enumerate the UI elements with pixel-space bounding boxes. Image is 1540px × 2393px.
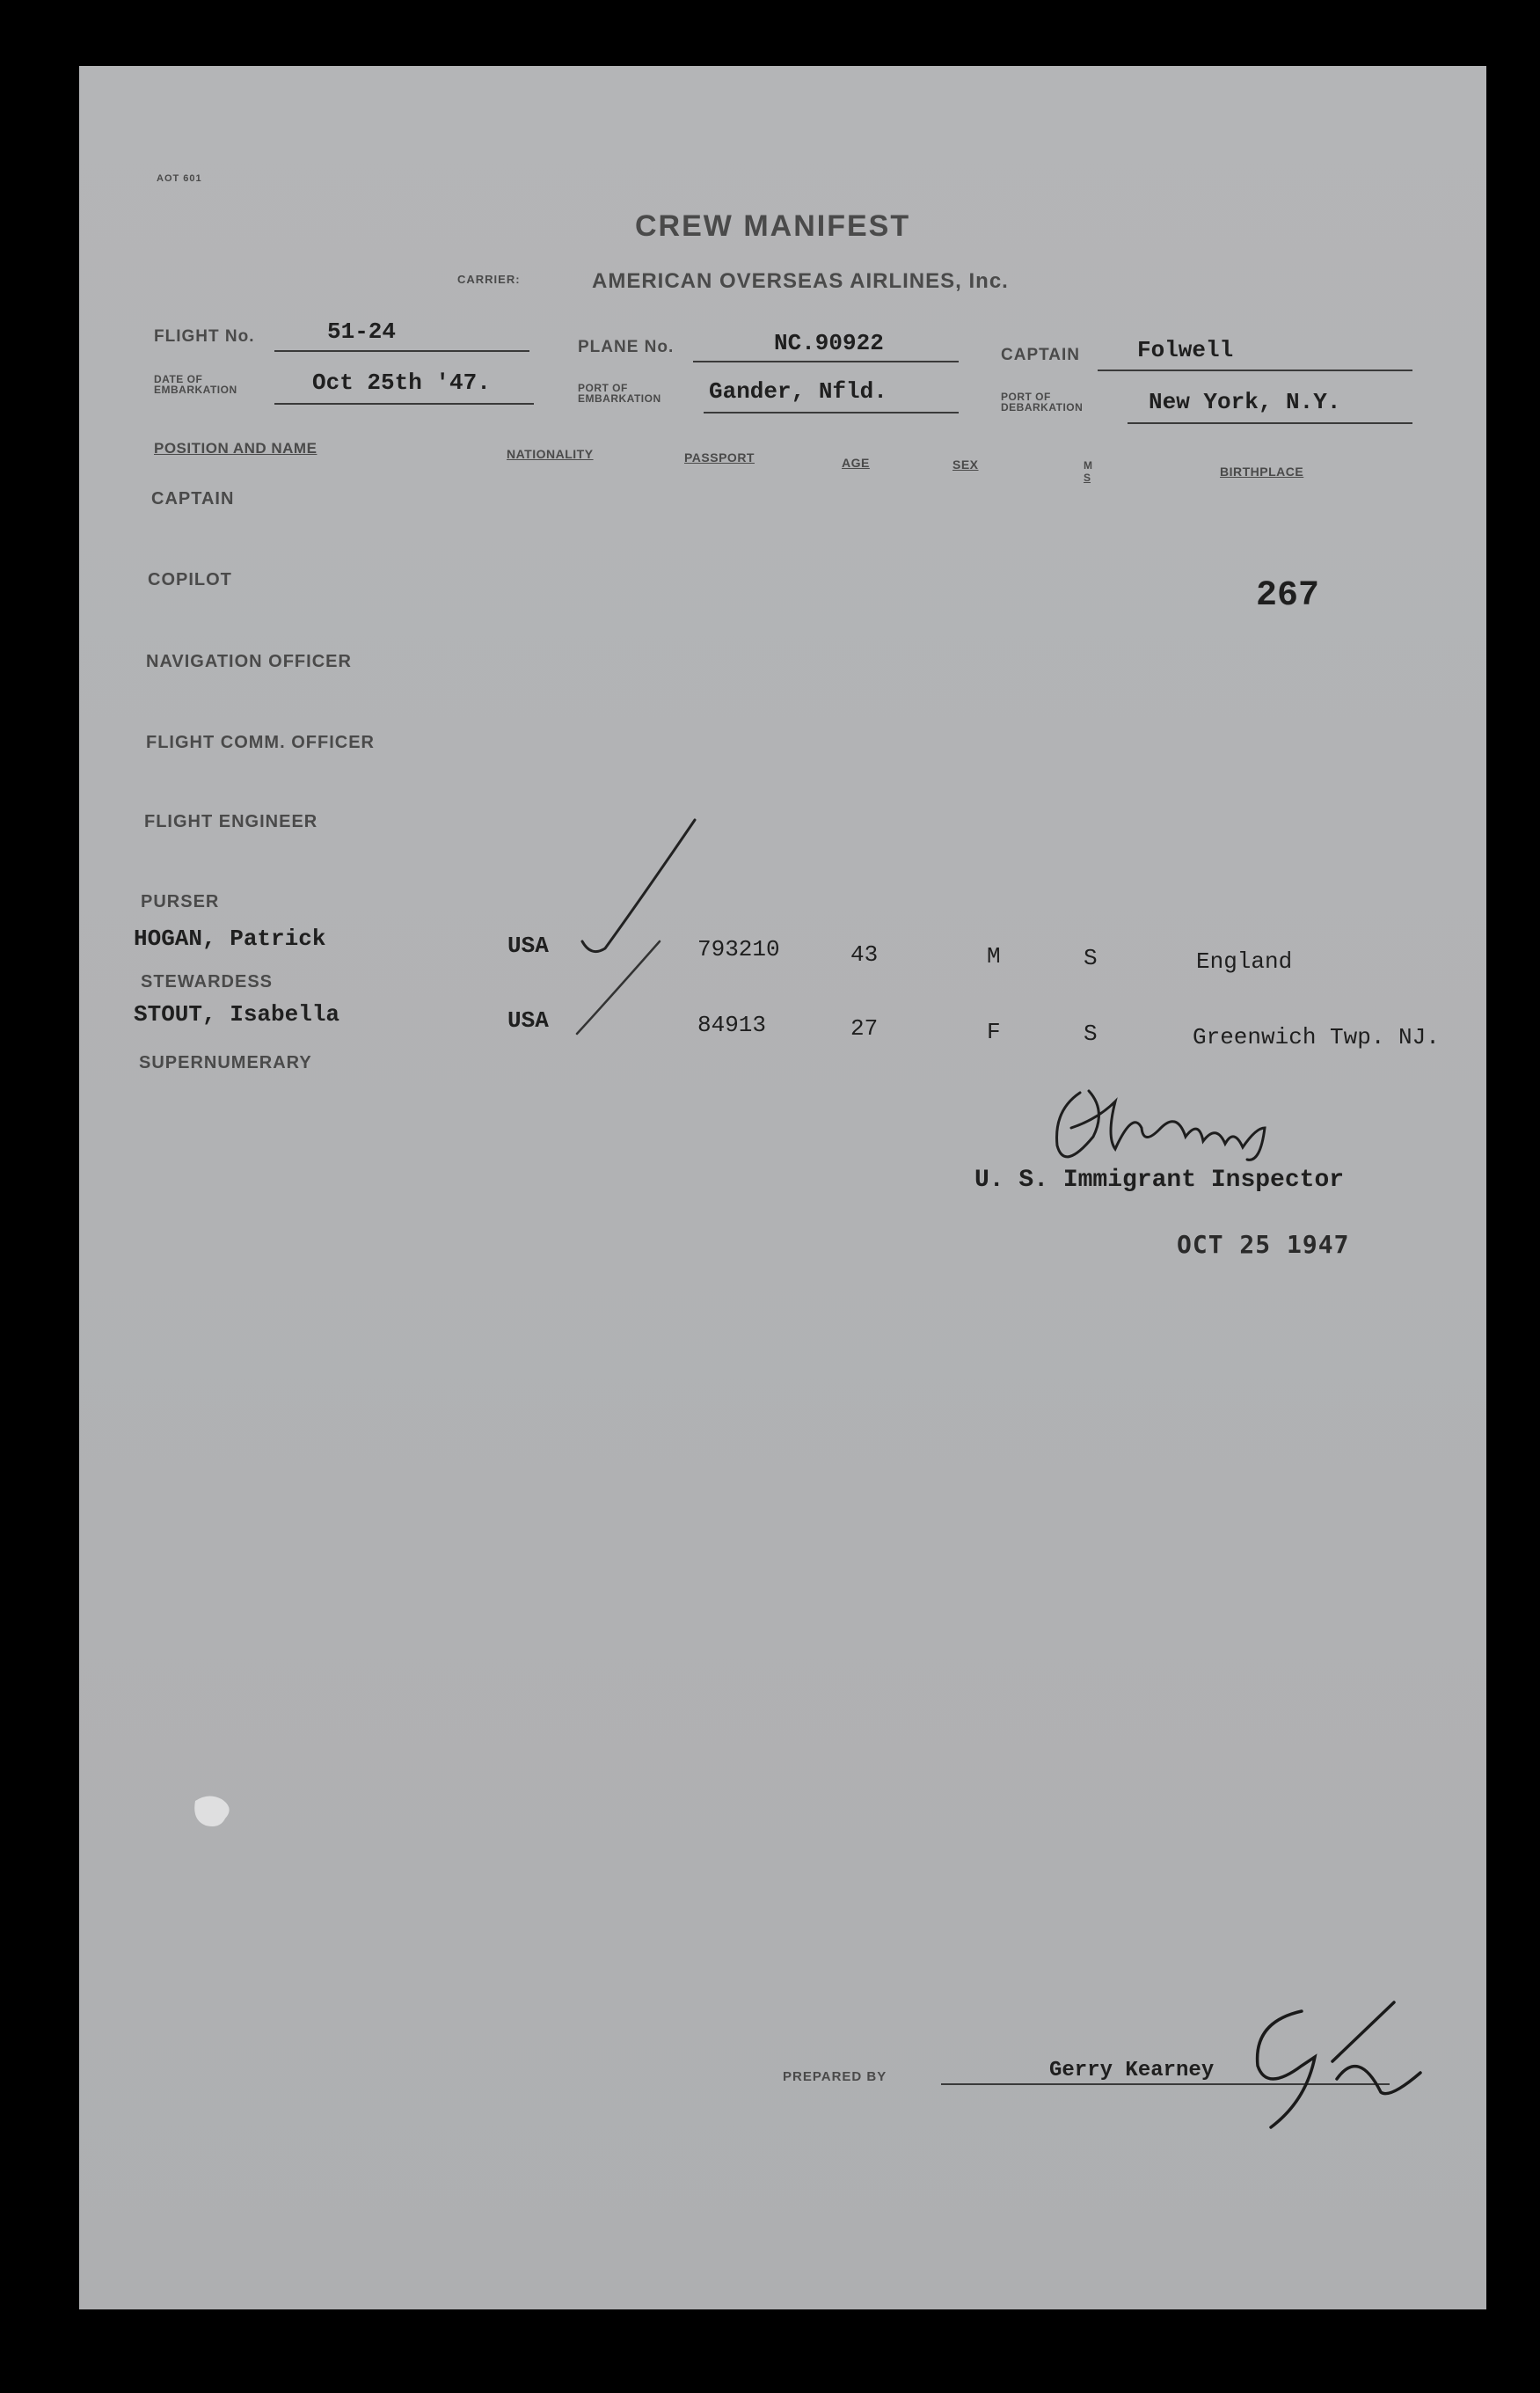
captain-label: CAPTAIN: [1001, 346, 1081, 364]
col-passport: PASSPORT: [684, 450, 755, 465]
crew-row-1-birthplace: England: [1196, 948, 1293, 975]
captain-value: Folwell: [1137, 337, 1234, 363]
position-navigation-officer: NAVIGATION OFFICER: [146, 652, 352, 671]
inspector-date-stamp: OCT 25 1947: [1177, 1230, 1350, 1259]
plane-no-label: PLANE No.: [578, 338, 675, 356]
date-embarkation-value: Oct 25th '47.: [312, 370, 491, 396]
date-label-line1: DATE OF: [154, 373, 203, 385]
crew-row-2-marital: S: [1084, 1021, 1098, 1047]
crew-row-1-passport: 793210: [697, 936, 780, 962]
crew-row-1-nationality: USA: [507, 933, 549, 959]
page-number: 267: [1256, 576, 1320, 616]
date-label-line2: EMBARKATION: [154, 384, 237, 396]
position-flight-comm-officer: FLIGHT COMM. OFFICER: [146, 733, 375, 752]
page-title: CREW MANIFEST: [635, 209, 911, 243]
port-deb-label-line2: DEBARKATION: [1001, 401, 1084, 413]
inspector-signature-icon: [1045, 1075, 1282, 1172]
port-emb-label-line1: PORT OF: [578, 382, 628, 394]
col-marital: [1084, 459, 1092, 484]
carrier-label: CARRIER:: [457, 273, 521, 286]
carrier-value: AMERICAN OVERSEAS AIRLINES, Inc.: [592, 269, 1009, 293]
crew-row-1-name: HOGAN, Patrick: [134, 926, 326, 952]
col-nationality: NATIONALITY: [507, 447, 594, 461]
col-position-and-name: POSITION AND NAME: [154, 440, 317, 457]
col-marital-m: M: [1084, 459, 1092, 472]
inspector-title: U. S. Immigrant Inspector: [974, 1167, 1345, 1194]
prepared-by-initials-icon: [1218, 1995, 1420, 2145]
crew-row-2-nationality: USA: [507, 1007, 549, 1034]
flight-no-label: FLIGHT No.: [154, 327, 255, 346]
col-birthplace: BIRTHPLACE: [1220, 465, 1304, 479]
checkmark-icon: [572, 809, 704, 1038]
crew-row-1-age: 43: [850, 941, 879, 968]
prepared-by-label: PREPARED BY: [783, 2069, 887, 2084]
position-supernumerary: SUPERNUMERARY: [139, 1053, 312, 1072]
position-purser: PURSER: [141, 892, 220, 911]
position-copilot: COPILOT: [148, 570, 232, 589]
crew-row-2-name: STOUT, Isabella: [134, 1001, 340, 1028]
position-stewardess: STEWARDESS: [141, 972, 274, 992]
date-embarkation-label: [154, 374, 237, 395]
port-embarkation-label: [578, 383, 661, 404]
position-captain: CAPTAIN: [151, 489, 235, 509]
crew-row-1-sex: M: [987, 943, 1001, 970]
plane-no-value: NC.90922: [774, 330, 884, 356]
crew-row-2-age: 27: [850, 1015, 879, 1042]
paper-blemish-icon: [186, 1790, 239, 1834]
prepared-by-value: Gerry Kearney: [1049, 2059, 1215, 2082]
col-marital-s: S: [1084, 472, 1091, 484]
crew-row-2-birthplace: Greenwich Twp. NJ.: [1193, 1024, 1440, 1050]
port-deb-label-line1: PORT OF: [1001, 391, 1051, 403]
port-debarkation-value: New York, N.Y.: [1149, 389, 1341, 415]
crew-row-2-sex: F: [987, 1019, 1001, 1045]
port-debarkation-label: [1001, 392, 1083, 413]
port-embarkation-value: Gander, Nfld.: [709, 378, 887, 405]
col-sex: SEX: [952, 457, 979, 472]
position-flight-engineer: FLIGHT ENGINEER: [144, 812, 318, 831]
port-emb-label-line2: EMBARKATION: [578, 392, 661, 405]
crew-row-2-passport: 84913: [697, 1012, 767, 1038]
crew-row-1-marital: S: [1084, 945, 1098, 971]
flight-no-value: 51-24: [327, 318, 397, 345]
form-code: AOT 601: [157, 173, 202, 184]
col-age: AGE: [842, 456, 870, 470]
